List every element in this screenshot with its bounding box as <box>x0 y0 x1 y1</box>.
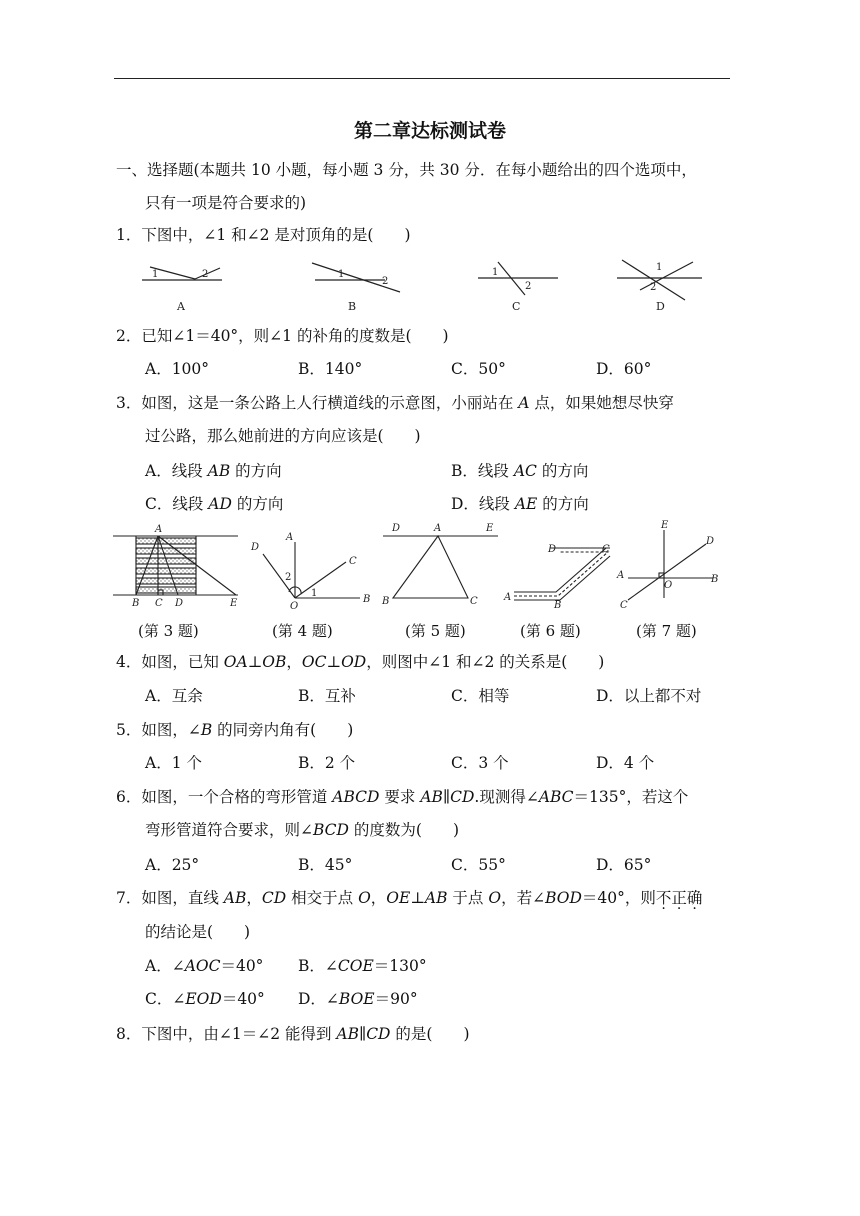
fig4-label-o: O <box>290 601 299 612</box>
fig6-label-b: B <box>554 600 562 611</box>
fig3-label-a: A <box>155 524 163 535</box>
q6-option-b: B．45° <box>298 856 353 874</box>
fig-d-angle-2: 2 <box>650 282 657 293</box>
q6-option-c: C．55° <box>451 856 506 874</box>
caption-fig-3: (第 3 题) <box>138 622 199 640</box>
fig-label-d: D <box>656 300 665 313</box>
fig6-label-a: A <box>504 592 512 603</box>
question-7-stem: 7．如图，直线 AB，CD 相交于点 O，OE⊥AB 于点 O，若∠BOD＝40°，则不正确 <box>116 889 703 907</box>
fig4-angle-1: 1 <box>311 588 318 599</box>
q5-option-b: B．2 个 <box>298 754 356 772</box>
figures-row <box>108 520 728 616</box>
caption-fig-6: (第 6 题) <box>520 622 581 640</box>
q7-option-b: B．∠COE＝130° <box>298 957 427 975</box>
fig5-label-a: A <box>434 523 442 534</box>
fig7-label-o: O <box>664 580 673 591</box>
fig-b-angle-2: 2 <box>382 276 389 287</box>
fig7-label-b: B <box>711 574 719 585</box>
question-5-stem: 5．如图，∠B 的同旁内角有( ) <box>116 721 354 739</box>
fig4-label-a: A <box>286 532 294 543</box>
q4-option-b: B．互补 <box>298 687 356 705</box>
q2-option-b: B．140° <box>298 360 363 378</box>
question-1-stem: 1．下图中，∠1 和∠2 是对顶角的是( ) <box>116 226 411 244</box>
q4-option-a: A．互余 <box>145 687 203 705</box>
question-2-stem: 2．已知∠1＝40°，则∠1 的补角的度数是( ) <box>116 327 449 345</box>
caption-fig-5: (第 5 题) <box>405 622 466 640</box>
q3-option-d: D．线段 AE 的方向 <box>451 495 589 513</box>
fig6-label-d: D <box>548 544 557 555</box>
fig4-angle-2: 2 <box>285 572 292 583</box>
question-1-figures <box>130 250 730 320</box>
fig5-label-b: B <box>382 596 390 607</box>
fig-label-b: B <box>348 300 357 313</box>
figure-5 <box>383 536 498 598</box>
fig3-label-b: B <box>132 598 140 609</box>
question-6-stem-cont: 弯形管道符合要求，则∠BCD 的度数为( ) <box>145 821 459 839</box>
section-heading-cont: 只有一项是符合要求的) <box>145 194 307 212</box>
q2-option-d: D．60° <box>596 360 652 378</box>
q3-option-a: A．线段 AB 的方向 <box>145 462 282 480</box>
fig-c-angle-1: 1 <box>492 267 499 278</box>
fig-c-angle-2: 2 <box>525 281 532 292</box>
q6-option-a: A．25° <box>145 856 200 874</box>
fig3-label-c: C <box>155 598 163 609</box>
question-3-stem: 3．如图，这是一条公路上人行横道线的示意图，小丽站在 A 点，如果她想尽快穿 <box>116 394 674 412</box>
fig7-label-e: E <box>661 520 669 531</box>
q3-option-c: C．线段 AD 的方向 <box>145 495 284 513</box>
q2-option-c: C．50° <box>451 360 506 378</box>
figure-3 <box>113 536 238 595</box>
fig4-label-d: D <box>251 542 260 553</box>
fig7-label-d: D <box>706 536 715 547</box>
q2-option-a: A．100° <box>145 360 210 378</box>
q5-option-c: C．3 个 <box>451 754 509 772</box>
header-rule <box>114 78 730 79</box>
fig6-label-c: C <box>602 544 610 555</box>
fig5-label-e: E <box>486 523 494 534</box>
q7-option-d: D．∠BOE＝90° <box>298 990 418 1008</box>
fig-label-a: A <box>177 300 185 313</box>
fig-a-angle-2: 2 <box>202 269 209 280</box>
q4-option-c: C．相等 <box>451 687 510 705</box>
question-6-stem: 6．如图，一个合格的弯形管道 ABCD 要求 AB∥CD.现测得∠ABC＝135°，若这个 <box>116 788 689 806</box>
q5-option-d: D．4 个 <box>596 754 655 772</box>
fig4-label-b: B <box>363 594 371 605</box>
question-4-stem: 4．如图，已知 OA⊥OB，OC⊥OD，则图中∠1 和∠2 的关系是( ) <box>116 653 605 671</box>
q6-option-d: D．65° <box>596 856 652 874</box>
question-8-stem: 8．下图中，由∠1＝∠2 能得到 AB∥CD 的是( ) <box>116 1025 470 1043</box>
question-3-stem-cont: 过公路，那么她前进的方向应该是( ) <box>145 427 421 445</box>
page-title: 第二章达标测试卷 <box>353 120 506 142</box>
fig5-label-c: C <box>470 596 478 607</box>
question-7-stem-cont: 的结论是( ) <box>145 923 251 941</box>
section-heading: 一、选择题(本题共 10 小题，每小题 3 分，共 30 分．在每小题给出的四个选项中， <box>116 161 697 179</box>
q7-option-c: C．∠EOD＝40° <box>145 990 265 1008</box>
fig4-label-c: C <box>349 556 357 567</box>
fig-b-angle-1: 1 <box>338 269 345 280</box>
fig-a-angle-1: 1 <box>152 269 159 280</box>
fig3-label-e: E <box>230 598 238 609</box>
fig3-label-d: D <box>175 598 184 609</box>
fig7-label-a: A <box>617 570 625 581</box>
q7-option-a: A．∠AOC＝40° <box>145 957 264 975</box>
q5-option-a: A．1 个 <box>145 754 202 772</box>
fig-d-angle-1: 1 <box>656 262 663 273</box>
q3-option-b: B．线段 AC 的方向 <box>451 462 589 480</box>
q4-option-d: D．以上都不对 <box>596 687 702 705</box>
caption-fig-7: (第 7 题) <box>636 622 697 640</box>
figure-6 <box>514 548 610 600</box>
fig7-label-c: C <box>620 600 628 611</box>
fig-label-c: C <box>512 300 521 313</box>
caption-fig-4: (第 4 题) <box>272 622 333 640</box>
fig5-label-d: D <box>392 523 401 534</box>
